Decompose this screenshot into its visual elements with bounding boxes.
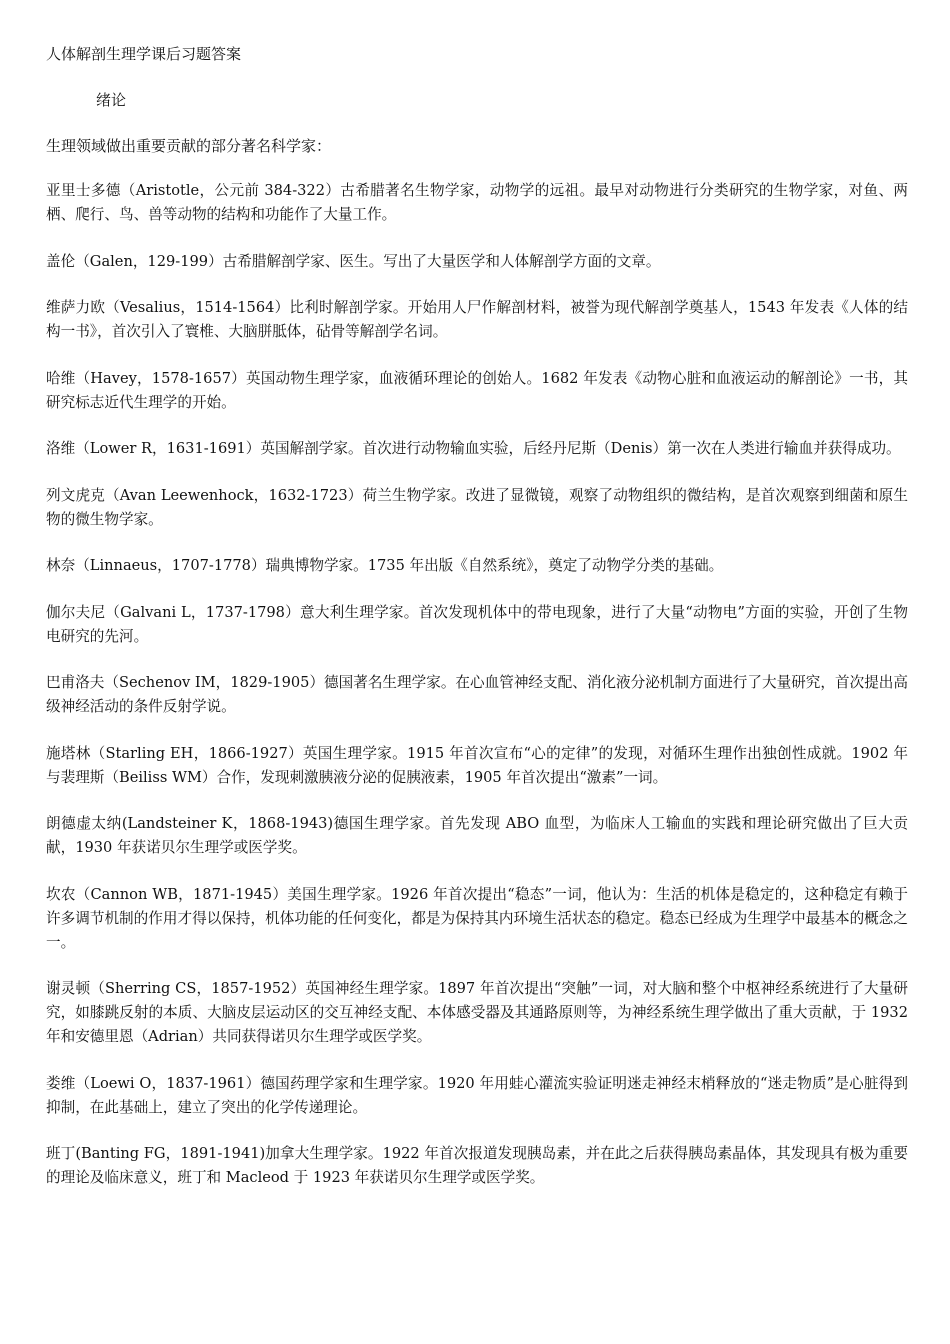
scientist-entry-lower: 洛维（Lower R，1631-1691）英国解剖学家。首次进行动物输血实验，后经丹尼斯（Denis）第一次在人类进行输血并获得成功。: [46, 440, 901, 457]
scientist-entry-vesalius: 维萨力欧（Vesalius，1514-1564）比利时解剖学家。开始用人尸作解剖材料，被誉为现代解剖学奠基人，1543 年发表《人体的结构一书》，首次引入了寰椎、大脑胼胝体，砧骨等解剖学名词。: [46, 299, 908, 340]
scientist-entry-aristotle: 亚里士多德（Aristotle，公元前 384-322）古希腊著名生物学家，动物学的远祖。最早对动物进行分类研究的生物学家，对鱼、两栖、爬行、鸟、兽等动物的结构和功能作了大量工作。: [46, 182, 908, 223]
scientist-entry-harvey: 哈维（Havey，1578-1657）英国动物生理学家，血液循环理论的创始人。1682 年发表《动物心脏和血液运动的解剖论》一书，其研究标志近代生理学的开始。: [46, 369, 908, 411]
scientist-entry-galen: 盖伦（Galen，129-199）古希腊解剖学家、医生。写出了大量医学和人体解剖学方面的文章。: [46, 252, 661, 270]
scientist-entry-landsteiner: 朗德虚太纳(Landsteiner K，1868-1943)德国生理学家。首先发现 ABO 血型，为临床人工输血的实践和理论研究做出了巨大贡献，1930 年获诺贝尔生理学或医学奖。: [46, 815, 908, 856]
intro-paragraph: 生理领域做出重要贡献的部分著名科学家：: [46, 137, 332, 155]
scientist-entry-pavlov: 巴甫洛夫（Sechenov IM，1829-1905）德国著名生理学家。在心血管神经支配、消化液分泌机制方面进行了大量研究，首次提出高级神经活动的条件反射学说。: [46, 674, 908, 715]
scientist-entry-sherrington: 谢灵顿（Sherring CS，1857-1952）英国神经生理学家。1897 年首次提出“突触”一词，对大脑和整个中枢神经系统进行了大量研究，如膝跳反射的本质、大脑皮层运动区的交互神经支配、本体感受器及其通路原则等，为神经系统生理学做出了重大贡献，于 1932 年和安德里恩（Adrian）共同获得诺贝尔生理学或医学奖。: [46, 980, 908, 1045]
scientist-entry-banting: 班丁(Banting FG，1891-1941)加拿大生理学家。1922 年首次报道发现胰岛素，并在此之后获得胰岛素晶体，其发现具有极为重要的理论及临床意义，班丁和 Macleod 于 1923 年获诺贝尔生理学或医学奖。: [46, 1145, 908, 1186]
scientist-entry-cannon: 坎农（Cannon WB，1871-1945）美国生理学家。1926 年首次提出“稳态”一词，他认为：生活的机体是稳定的，这种稳定有赖于许多调节机制的作用才得以保持，机体功能的任何变化，都是为保持其内环境生活状态的稳定。稳态已经成为生理学中最基本的概念之一。: [46, 885, 908, 951]
scientist-entry-galvani: 伽尔夫尼（Galvani L，1737-1798）意大利生理学家。首次发现机体中的带电现象，进行了大量“动物电”方面的实验，开创了生物电研究的先河。: [46, 603, 908, 645]
section-heading: 绪论: [96, 91, 127, 109]
document-title: 人体解剖生理学课后习题答案: [46, 45, 242, 63]
scientist-entry-loewi: 娄维（Loewi O，1837-1961）德国药理学家和生理学家。1920 年用蛙心灌流实验证明迷走神经末梢释放的“迷走物质”是心脏得到抑制，在此基础上，建立了突出的化学传递理论。: [46, 1074, 908, 1116]
scientist-entry-starling: 施塔林（Starling EH，1866-1927）英国生理学家。1915 年首次宣布“心的定律”的发现，对循环生理作出独创性成就。1902 年与裴理斯（Beiliss WM）合作，发现刺激胰液分泌的促胰液素，1905 年首次提出“激素”一词。: [46, 744, 908, 786]
scientist-entry-linnaeus: 林奈（Linnaeus，1707-1778）瑞典博物学家。1735 年出版《自然系统》，奠定了动物学分类的基础。: [46, 557, 724, 574]
scientist-entry-leeuwenhoek: 列文虎克（Avan Leewenhock，1632-1723）荷兰生物学家。改进了显微镜，观察了动物组织的微结构，是首次观察到细菌和原生物的微生物学家。: [46, 486, 908, 528]
document-page: [46, 42, 908, 1213]
